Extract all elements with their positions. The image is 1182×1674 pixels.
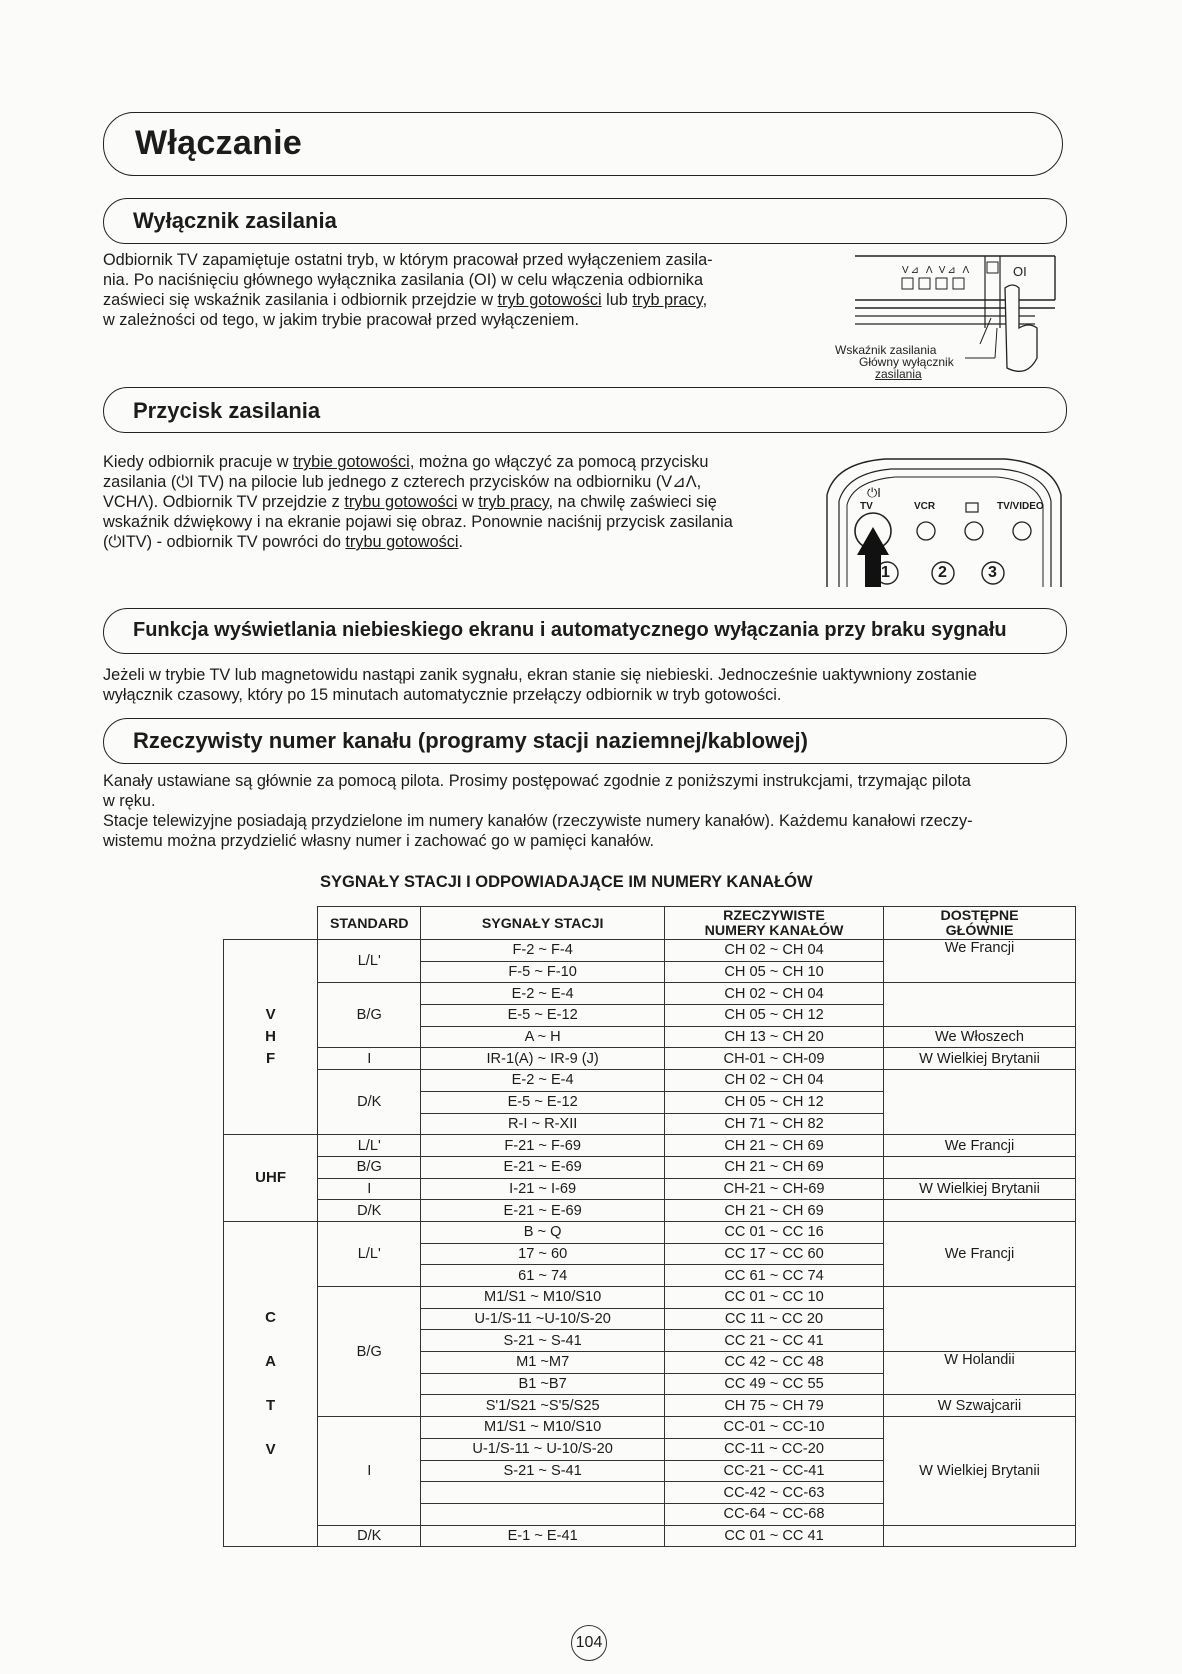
table-header-row	[224, 907, 1076, 940]
channel-cell: CH 71 ~ CH 82	[665, 1113, 884, 1135]
text-line: zasilania (⏻I TV) na pilocie lub jednego z czterech przycisków na odbiorniku (V⊿Λ,	[103, 473, 702, 491]
page-number: 104	[571, 1625, 607, 1661]
band-letter: A	[265, 1353, 277, 1371]
text-line: w ręku.	[103, 792, 156, 810]
table-row	[224, 1525, 1076, 1547]
band-letter: T	[266, 1397, 276, 1415]
term-standby-mode: tryb gotowości	[497, 291, 602, 309]
section-title-power-switch: Wyłącznik zasilania	[133, 208, 337, 233]
band-vhf	[224, 940, 318, 1135]
header-line: DOSTĘPNE	[940, 908, 1019, 924]
available-cell: We Włoszech	[884, 1026, 1076, 1048]
signal-cell: U-1/S-11 ~U-10/S-20	[421, 1308, 665, 1330]
available-cell: We Francji	[884, 1221, 1076, 1286]
channel-cell: CH 75 ~ CH 79	[665, 1395, 884, 1417]
available-cell: W Wielkiej Brytanii	[884, 1178, 1076, 1200]
table-row	[224, 1200, 1076, 1222]
signal-cell: I-21 ~ I-69	[421, 1178, 665, 1200]
standard-cell: B/G	[318, 1156, 421, 1178]
table-row	[224, 1070, 1076, 1092]
channel-table	[223, 906, 1076, 1547]
channel-cell: CH 21 ~ CH 69	[665, 1135, 884, 1157]
signal-cell: E-21 ~ E-69	[421, 1156, 665, 1178]
remote-control-figure	[825, 455, 1065, 587]
available-cell-empty	[884, 1525, 1076, 1547]
available-cell: W Wielkiej Brytanii	[884, 1048, 1076, 1070]
signal-cell: 61 ~ 74	[421, 1265, 665, 1287]
header-standard: STANDARD	[318, 907, 421, 940]
section-title-blue-screen: Funkcja wyświetlania niebieskiego ekranu i automatycznego wyłączania przy braku sygnału	[133, 619, 1007, 641]
table-row	[224, 1287, 1076, 1309]
available-cell-empty	[884, 1070, 1076, 1135]
channel-cell: CC-64 ~ CC-68	[665, 1503, 884, 1525]
term-standby-mode: trybu gotowości	[345, 533, 459, 551]
table-row	[224, 1135, 1076, 1157]
channel-cell: CC-42 ~ CC-63	[665, 1482, 884, 1504]
table-row	[224, 1417, 1076, 1439]
available-cell-empty	[884, 1156, 1076, 1178]
channel-cell: CH 05 ~ CH 10	[665, 961, 884, 983]
signal-cell: B ~ Q	[421, 1221, 665, 1243]
table-row	[224, 1221, 1076, 1243]
signal-cell: E-1 ~ E-41	[421, 1525, 665, 1547]
standard-cell: D/K	[318, 1200, 421, 1222]
channel-cell: CH-01 ~ CH-09	[665, 1048, 884, 1070]
term-operating-mode: tryb pracy	[632, 291, 703, 309]
text-span: (⏻ITV) - odbiornik TV powróci do	[103, 533, 346, 551]
channel-cell: CC-21 ~ CC-41	[665, 1460, 884, 1482]
signal-cell: IR-1(A) ~ IR-9 (J)	[421, 1048, 665, 1070]
band-letter: H	[265, 1028, 277, 1046]
number-2: 2	[938, 564, 947, 581]
tv-panel-figure	[835, 248, 1060, 398]
channel-cell: CH 02 ~ CH 04	[665, 940, 884, 962]
term-operating-mode: tryb pracy	[478, 493, 549, 511]
channel-cell: CC 61 ~ CC 74	[665, 1265, 884, 1287]
tv-label: TV	[860, 501, 873, 512]
channel-number-text	[103, 771, 1083, 851]
channel-cell: CC 17 ~ CC 60	[665, 1243, 884, 1265]
signal-cell: E-5 ~ E-12	[421, 1091, 665, 1113]
table-row	[224, 983, 1076, 1005]
power-button-text	[103, 452, 811, 552]
header-available	[884, 907, 1076, 940]
signal-cell: E-5 ~ E-12	[421, 1005, 665, 1027]
text-line: wistemu można przydzielić własny numer i zachować go w pamięci kanałów.	[103, 832, 655, 850]
main-switch-symbol: OI	[1013, 264, 1027, 279]
signal-cell	[421, 1482, 665, 1504]
standard-cell: L/L'	[318, 1135, 421, 1157]
standard-cell: I	[318, 1417, 421, 1525]
available-cell: W Wielkiej Brytanii	[884, 1417, 1076, 1525]
channel-cell: CC 42 ~ CC 48	[665, 1352, 884, 1374]
number-3: 3	[988, 564, 997, 581]
header-band	[224, 907, 318, 940]
channel-cell: CC 01 ~ CC 16	[665, 1221, 884, 1243]
channel-cell: CC 01 ~ CC 10	[665, 1287, 884, 1309]
text-line: wyłącznik czasowy, który po 15 minutach automatycznie przełączy odbiornik w tryb gotowości.	[103, 686, 782, 704]
vcr-label: VCR	[914, 501, 936, 512]
standard-cell: B/G	[318, 1287, 421, 1417]
text-line	[103, 492, 811, 512]
text-span: , można go włączyć za pomocą przycisku	[409, 453, 709, 471]
text-line: Jeżeli w trybie TV lub magnetowidu nastąpi zanik sygnału, ekran stanie się niebieski. Jednocześnie uaktywniony zostanie	[103, 666, 977, 684]
channel-cell: CH 05 ~ CH 12	[665, 1091, 884, 1113]
available-cell: We Francji	[884, 940, 1076, 983]
signal-cell: U-1/S-11 ~ U-10/S-20	[421, 1438, 665, 1460]
available-cell-empty	[884, 983, 1076, 1026]
channel-cell: CC 21 ~ CC 41	[665, 1330, 884, 1352]
signal-cell: 17 ~ 60	[421, 1243, 665, 1265]
header-line: GŁÓWNIE	[945, 923, 1014, 939]
standard-cell: I	[318, 1048, 421, 1070]
channel-cell: CH 02 ~ CH 04	[665, 983, 884, 1005]
channel-cell: CH 02 ~ CH 04	[665, 1070, 884, 1092]
header-line: NUMERY KANAŁÓW	[704, 923, 844, 939]
text-line: Odbiornik TV zapamiętuje ostatni tryb, w którym pracował przed wyłączeniem zasila-	[103, 251, 713, 269]
text-line	[103, 532, 811, 552]
signal-cell: S'1/S21 ~S'5/S25	[421, 1395, 665, 1417]
signal-cell: A ~ H	[421, 1026, 665, 1048]
text-span: ,	[702, 291, 708, 309]
text-line	[103, 452, 811, 472]
section-title-channel-number: Rzeczywisty numer kanału (programy stacji naziemnej/kablowej)	[133, 728, 808, 753]
band-letter: V	[265, 1006, 276, 1024]
signal-cell: M1/S1 ~ M10/S10	[421, 1417, 665, 1439]
blue-screen-text	[103, 665, 1083, 705]
table-row	[224, 1178, 1076, 1200]
signal-cell: E-21 ~ E-69	[421, 1200, 665, 1222]
number-1: 1	[881, 564, 890, 581]
signal-cell: E-2 ~ E-4	[421, 983, 665, 1005]
text-span: lub	[601, 291, 633, 309]
main-switch-label: Główny wyłącznik	[859, 355, 954, 369]
signal-cell: M1 ~M7	[421, 1352, 665, 1374]
header-line: RZECZYWISTE	[723, 908, 825, 924]
band-letter: V	[265, 1441, 276, 1459]
channel-cell: CC 49 ~ CC 55	[665, 1373, 884, 1395]
table-row	[224, 940, 1076, 962]
channel-cell: CH 13 ~ CH 20	[665, 1026, 884, 1048]
main-switch-label-2: zasilania	[875, 367, 922, 381]
band-catv	[224, 1221, 318, 1546]
signal-cell: S-21 ~ S-41	[421, 1330, 665, 1352]
panel-button-symbols: V⊿ Λ V⊿ Λ	[902, 265, 972, 276]
signal-cell: F-5 ~ F-10	[421, 961, 665, 983]
power-symbol: ⏻I	[867, 485, 881, 500]
channel-cell: CC-11 ~ CC-20	[665, 1438, 884, 1460]
text-span: VCHΛ). Odbiornik TV przejdzie z	[103, 493, 345, 511]
channel-cell: CH 05 ~ CH 12	[665, 1005, 884, 1027]
standard-cell: B/G	[318, 983, 421, 1048]
header-real-numbers	[665, 907, 884, 940]
available-cell-empty	[884, 1200, 1076, 1222]
signal-cell: E-2 ~ E-4	[421, 1070, 665, 1092]
term-standby-mode: trybu gotowości	[344, 493, 458, 511]
term-standby-mode: trybie gotowości	[293, 453, 410, 471]
text-line: wskaźnik dźwiękowy i na ekranie pojawi się obraz. Ponownie naciśnij przycisk zasilania	[103, 513, 733, 531]
channel-cell: CC-01 ~ CC-10	[665, 1417, 884, 1439]
standard-cell: L/L'	[318, 1221, 421, 1286]
available-cell: W Holandii	[884, 1352, 1076, 1395]
text-span: .	[458, 533, 464, 551]
signal-cell: F-21 ~ F-69	[421, 1135, 665, 1157]
band-uhf: UHF	[224, 1135, 318, 1222]
table-row	[224, 1048, 1076, 1070]
text-line: Stacje telewizyjne posiadają przydzielone im numery kanałów (rzeczywiste numery kanałów). Każdemu kanałowi rzeczy-	[103, 812, 973, 830]
standard-cell: D/K	[318, 1525, 421, 1547]
text-span: zaświeci się wskaźnik zasilania i odbiornik przejdzie w	[103, 291, 498, 309]
signal-cell: F-2 ~ F-4	[421, 940, 665, 962]
available-cell-empty	[884, 1287, 1076, 1352]
channel-cell: CC 01 ~ CC 41	[665, 1525, 884, 1547]
signal-cell: B1 ~B7	[421, 1373, 665, 1395]
channel-cell: CC 11 ~ CC 20	[665, 1308, 884, 1330]
text-line	[103, 290, 803, 310]
standard-cell: L/L'	[318, 940, 421, 983]
signal-cell: R-I ~ R-XII	[421, 1113, 665, 1135]
power-indicator-label: Wskaźnik zasilania	[835, 343, 937, 357]
table-row	[224, 1156, 1076, 1178]
signal-cell: S-21 ~ S-41	[421, 1460, 665, 1482]
page-title: Włączanie	[135, 124, 303, 162]
text-line: Kanały ustawiane są głównie za pomocą pilota. Prosimy postępować zgodnie z poniższymi instrukcjami, trzymając pilota	[103, 772, 971, 790]
available-cell: We Francji	[884, 1135, 1076, 1157]
band-letter: F	[266, 1050, 276, 1068]
text-line: nia. Po naciśnięciu głównego wyłącznika zasilania (OI) w celu włączenia odbiornika	[103, 271, 703, 289]
channel-cell: CH-21 ~ CH-69	[665, 1178, 884, 1200]
standard-cell: I	[318, 1178, 421, 1200]
table-title: SYGNAŁY STACJI I ODPOWIADAJĄCE IM NUMERY KANAŁÓW	[320, 873, 813, 891]
text-span: , na chwilę zaświeci się	[548, 493, 717, 511]
signal-cell	[421, 1503, 665, 1525]
band-letter: C	[265, 1309, 277, 1327]
channel-cell: CH 21 ~ CH 69	[665, 1156, 884, 1178]
channel-cell: CH 21 ~ CH 69	[665, 1200, 884, 1222]
standard-cell: D/K	[318, 1070, 421, 1135]
text-line: w zależności od tego, w jakim trybie pracował przed wyłączeniem.	[103, 311, 579, 329]
text-span: w	[457, 493, 479, 511]
section-title-power-button: Przycisk zasilania	[133, 398, 321, 423]
tvvideo-label: TV/VIDEO	[997, 501, 1044, 512]
available-cell: W Szwajcarii	[884, 1395, 1076, 1417]
text-span: Kiedy odbiornik pracuje w	[103, 453, 294, 471]
signal-cell: M1/S1 ~ M10/S10	[421, 1287, 665, 1309]
power-switch-text	[103, 250, 803, 330]
header-signals: SYGNAŁY STACJI	[421, 907, 665, 940]
